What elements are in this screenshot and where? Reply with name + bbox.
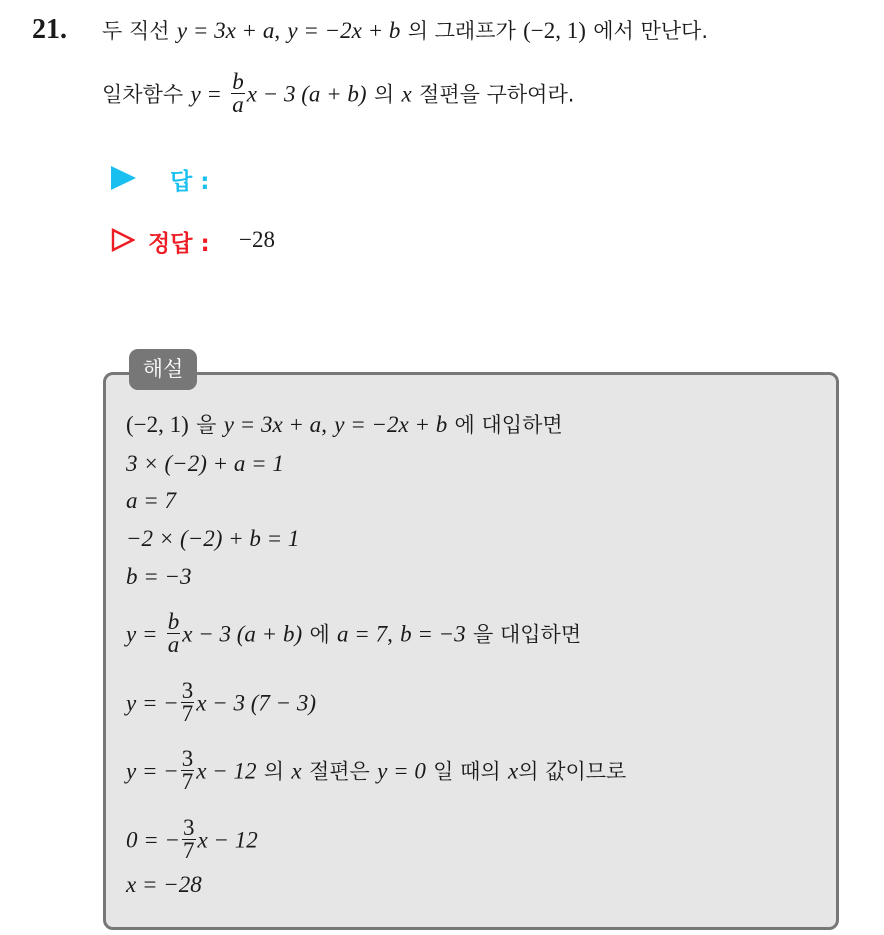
problem-line-2 [102, 69, 575, 118]
answer-label: 답 : [170, 169, 210, 195]
equation-lhs: y = − [126, 758, 179, 784]
fraction [167, 611, 181, 656]
equation: y = −2x + b [287, 18, 401, 43]
solution-line-2: 3 × (−2) + a = 1 [126, 451, 284, 476]
problem-text: 일차함수 [102, 82, 184, 107]
fraction-denominator: a [232, 92, 244, 117]
solution-line-10: x = −28 [126, 872, 202, 897]
problem-text: 에서 만난다. [593, 19, 708, 43]
fraction [182, 817, 196, 862]
fraction-denominator: 7 [183, 838, 195, 863]
fraction [181, 748, 195, 793]
equation-lhs: 0 = − [126, 827, 181, 853]
solution-text: 을 [196, 413, 217, 437]
solution-text: 의 값이므로 [518, 759, 627, 784]
equation-rest: x − 3 (a + b) [246, 81, 367, 107]
correct-answer-value: −28 [239, 227, 275, 252]
equation-lhs: y = − [126, 690, 179, 716]
equation: y = 0 [377, 758, 426, 784]
correct-answer-label: 정답 : [148, 231, 210, 257]
fraction-numerator: 3 [181, 678, 194, 703]
fraction-numerator: b [232, 69, 244, 94]
point: (−2, 1) [523, 18, 586, 43]
equation-rest: x − 3 (a + b) [182, 621, 303, 647]
solution-line-7 [126, 678, 317, 727]
question-number: 21. [32, 14, 67, 45]
fraction-numerator: 3 [181, 746, 194, 771]
fraction [231, 71, 245, 116]
equation: y = 3x + a [223, 412, 322, 437]
fraction-numerator: b [167, 609, 180, 634]
solution-line-4: −2 × (−2) + b = 1 [126, 526, 300, 551]
solution-line-8 [126, 746, 627, 795]
fraction-numerator: 3 [183, 815, 195, 840]
equation: y = 3x + a [176, 18, 275, 43]
equation-lhs: y = [190, 81, 222, 107]
solution-text: 에 대입하면 [454, 413, 563, 437]
solution-text: 을 대입하면 [473, 622, 582, 647]
solution-text: 의 [263, 759, 285, 784]
answer-arrow-icon [111, 166, 136, 190]
variable: x [401, 81, 412, 107]
fraction-denominator: 7 [181, 769, 194, 794]
fraction [181, 680, 195, 725]
solution-line-1: (−2, 1) 을 y = 3x + a, y = −2x + b 에 대입하면 [126, 412, 563, 437]
solution-line-6: y = $\frac{b}{a}$ x − 3 (a + b) 에 a = 7, b = −3 을 대입하면 [126, 609, 582, 657]
point: (−2, 1) [126, 412, 189, 437]
problem-text: 의 [373, 82, 395, 107]
equation: b = −3 [400, 621, 466, 647]
solution-line-3: a = 7 [126, 488, 177, 513]
solution-text: 절편은 [308, 759, 370, 784]
fraction-denominator: a [167, 632, 180, 657]
variable: x [291, 758, 302, 784]
problem-text: 의 그래프가 [407, 19, 516, 43]
equation-lhs: y = [126, 621, 158, 647]
equation: y = −2x + b [334, 412, 448, 437]
equation-rest: x − 3 (7 − 3) [196, 690, 317, 716]
problem-text: 절편을 구하여라. [419, 82, 575, 107]
problem-line-1: 두 직선 y = 3x + a, y = −2x + b 의 그래프가 (−2, 1) 에서 만난다. [102, 18, 708, 43]
equation-rest: x − 12 [196, 758, 257, 784]
key-arrow-icon [111, 228, 135, 252]
solution-line-5: b = −3 [126, 564, 192, 589]
solution-text: 일 때의 [433, 759, 501, 784]
solution-text: 에 [309, 622, 330, 647]
equation-rest: x − 12 [197, 827, 258, 853]
problem-text: 두 직선 [102, 19, 170, 43]
variable: x [508, 758, 519, 784]
fraction-denominator: 7 [181, 701, 194, 726]
equation: a = 7 [337, 621, 388, 647]
solution-line-9 [126, 815, 258, 864]
solution-tab: 해설 [129, 349, 197, 390]
